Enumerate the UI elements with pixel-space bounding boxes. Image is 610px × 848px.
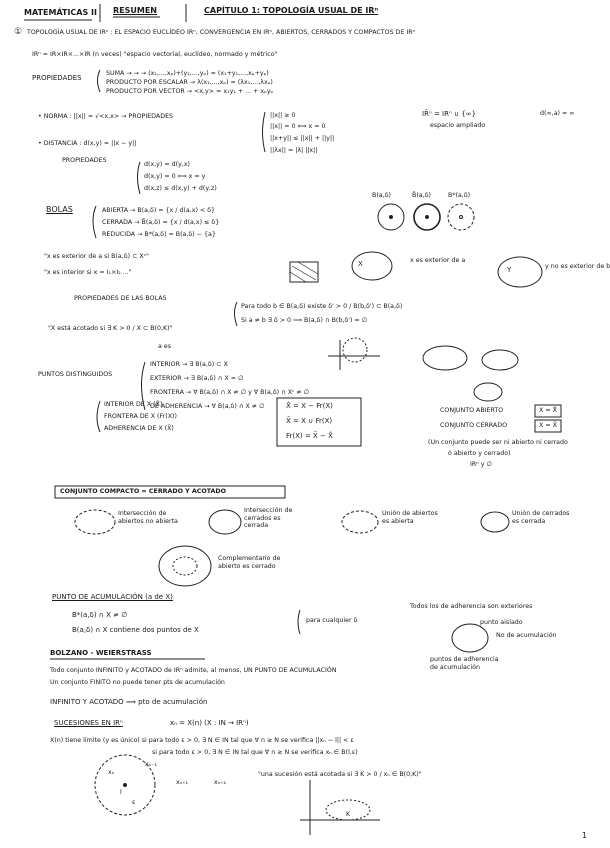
bola-reducida: REDUCIDA → B*(a,δ) = B(a,δ) − {a} <box>102 231 216 238</box>
acumulacion-note-3: No de acumulación <box>496 632 557 639</box>
exterior-def: "x es exterior de a si B(a,δ) ⊂ Xᶜ" <box>44 253 149 260</box>
compacto-c2: Intersección de cerrados es cerrada <box>244 507 293 530</box>
resumen-title: RESUMEN <box>113 6 158 15</box>
acumulacion-note-1: Todos los de adherencia son exteriores <box>410 603 533 610</box>
seq-xn-minus-1: xₙ₋₁ <box>145 761 158 768</box>
compacto-c3: Unión de abiertos es abierta <box>382 510 438 525</box>
bolzano-label: BOLZANO - WEIERSTRASS <box>50 649 152 657</box>
bolzano-line-2: Un conjunto FINITO no puede tener pts de acumulación <box>50 679 225 686</box>
conjunto-note-2: ó abierto y cerrado) <box>448 450 511 457</box>
compacto-c4: Unión de cerrados es cerrada <box>512 510 570 525</box>
punto-adherencia: DE ADHERENCIA → ∀ B(a,δ) ∩ X ≠ ∅ <box>150 403 265 410</box>
propiedades-bolas-label: PROPIEDADES DE LAS BOLAS <box>74 295 167 302</box>
propiedades-bolas-p2: Si a ≠ b ∃ δ > 0 ⟹ B(a,δ) ∩ B(b,δ') = ∅ <box>241 317 368 324</box>
ball-reduced-pic <box>448 204 474 230</box>
intro-number: ① <box>14 27 23 37</box>
sucesiones-label: SUCESIONES EN IRⁿ <box>54 719 123 727</box>
c3-pic <box>342 511 378 533</box>
propiedades-bolas-p1: Para todo b ∈ B(a,δ) existe δ' > 0 / B(b,δ') ⊂ B(a,δ) <box>241 303 403 310</box>
intro-line-2: IRⁿ = IR×IR×...×IR (n veces) "espacio vectorial, euclídeo, normado y métrico" <box>32 51 278 58</box>
extended-distance: d(∞,a) = ∞ <box>540 110 575 117</box>
conjunto-note-1: (Un conjunto puede ser ni abierto ni cerrado <box>428 439 568 446</box>
seq-xn: xₙ <box>108 769 115 776</box>
brace-norma <box>263 112 266 152</box>
brace-acumulacion <box>298 610 300 634</box>
exterior-set-y: Y <box>507 266 512 274</box>
ball-closed-label: B̄(a,δ) <box>412 192 431 199</box>
conjunto-eq-2: X̄ = X ∪ Fr(X) <box>286 417 333 425</box>
prop-producto-escalar: PRODUCTO POR ESCALAR → λ(x₁,...,xₚ) = (λx₁,...,λxₚ) <box>106 79 273 86</box>
compacto-c1: Intersección de abiertos no abierta <box>118 510 178 525</box>
norma-label: • NORMA : ||x|| = √<x,x> → PROPIEDADES <box>38 113 174 120</box>
acumulacion-eq-2: B(a,δ) ∩ X contiene dos puntos de X <box>72 626 199 634</box>
norma-p1: ||x|| ≥ 0 <box>270 112 296 119</box>
punto-exterior: EXTERIOR → ∃ B(a,δ) ∩ X = ∅ <box>150 375 244 382</box>
ball-reduced-label: B*(a,δ) <box>448 192 471 199</box>
distancia-label: • DISTANCIA : d(x,y) = ||x − y|| <box>38 140 137 147</box>
propiedades-label: PROPIEDADES <box>32 74 82 82</box>
distancia-p3: d(x,z) ≤ d(x,y) + d(y,z) <box>144 185 217 192</box>
conjunto-cerrado-eq: X = X̄ <box>539 422 557 429</box>
c4-pic <box>481 512 509 532</box>
conjunto-abierto-label: CONJUNTO ABIERTO <box>440 407 504 414</box>
chapter-title: CAPÍTULO 1: TOPOLOGÍA USUAL DE IRⁿ <box>204 6 379 15</box>
distancia-prop-label: PROPIEDADES <box>62 157 107 164</box>
prop-producto-vector: PRODUCTO POR VECTOR → <x,y> = x₁y₁ + ... + xₚyₚ <box>106 88 274 95</box>
distancia-p2: d(x,y) = 0 ⟺ x = y <box>144 173 206 180</box>
extended-space-note: espacio ampliado <box>430 122 486 129</box>
puntos-label: PUNTOS DISTINGUIDOS <box>38 371 113 378</box>
conjunto-adherencia: ADHERENCIA DE X (X̄) <box>104 425 174 432</box>
bolzano-line-3: INFINITO Y ACOTADO ⟹ pto de acumulación <box>50 698 208 706</box>
sucesiones-limit-2: si para todo ε > 0, ∃ N ∈ IN tal que ∀ n ≥ N se verifica xₙ ∈ B(l,ε) <box>152 749 358 756</box>
norma-p4: ||λx|| = |λ| ||x|| <box>270 147 318 154</box>
seq-limit-l: l <box>120 789 122 796</box>
punto-frontera: FRONTERA → ∀ B(a,δ) ∩ X ≠ ∅ y ∀ B(a,δ) ∩ Xᶜ ≠ ∅ <box>150 389 310 396</box>
acotado-a-es: a es <box>158 343 172 350</box>
bolzano-line-1: Todo conjunto INFINITO y ACOTADO de IRⁿ admite, al menos, UN PUNTO DE ACUMULACIÓN <box>50 667 337 674</box>
bola-cerrada: CERRADA → B̄(a,δ) = {x / d(a,x) ≤ δ} <box>102 219 220 226</box>
brace-bolas <box>93 206 96 238</box>
sucesiones-limit-1: X(n) tiene límite (y es único) si para todo ε > 0, ∃ N ∈ IN tal que ∀ n ≥ N se verifica ||xₙ − l|| < ε <box>50 737 354 744</box>
punto-interior: INTERIOR → ∃ B(a,δ) ⊂ X <box>150 361 228 368</box>
compacto-label: CONJUNTO COMPACTO = CERRADO Y ACOTADO <box>60 488 227 495</box>
brace-distancia <box>138 162 141 194</box>
conjunto-abierto-eq: X = X̊ <box>539 407 557 414</box>
conjunto-frontera: FRONTERA DE X (Fr(X)) <box>104 413 177 420</box>
subject-title: MATEMÁTICAS II <box>24 8 97 17</box>
norma-p3: ||x+y|| ≤ ||x|| + ||y|| <box>270 135 335 142</box>
sucesion-axes <box>300 780 380 835</box>
brace-conjuntos <box>97 401 100 432</box>
conjunto-eq-1: X̊ = X − Fr(X) <box>286 402 333 410</box>
bola-abierta: ABIERTA → B(a,δ) = {x / d(a,x) < δ} <box>102 207 216 214</box>
exterior-set-x: X <box>358 260 363 268</box>
not-exterior-blob <box>498 257 542 287</box>
acum-blob <box>452 624 488 652</box>
sucesiones-def: xₙ = X(n) (X : IN → IRⁿ) <box>170 719 249 727</box>
puntos-blob-2 <box>482 350 518 370</box>
c1-pic <box>75 510 115 534</box>
page-number: 1 <box>582 831 588 840</box>
conjunto-interior: INTERIOR DE X (X̊) <box>104 401 163 408</box>
interior-def: "x es interior si x = I₁×I₂ ..." <box>44 269 132 276</box>
bolas-label: BOLAS <box>46 205 73 214</box>
acumulacion-label: PUNTO DE ACUMULACIÓN (a de X) <box>52 593 173 601</box>
compacto-c5: Complementario de abierto es cerrado <box>218 555 281 570</box>
acotado-def: "X está acotado si ∃ K > 0 / X ⊂ B(0,K)" <box>48 325 173 332</box>
conjunto-cerrado-label: CONJUNTO CERRADO <box>440 422 508 429</box>
norma-p2: ||x|| = 0 ⟺ x = 0 <box>270 123 326 130</box>
seq-bound-k: K <box>346 811 351 818</box>
sucesiones-acotada: "una sucesión está acotada si ∃ K > 0 / xₙ ∈ B(0,K)" <box>258 771 422 778</box>
exterior-note: x es exterior de a <box>410 257 466 264</box>
brace-propiedades <box>98 70 101 92</box>
ball-open-label: B(a,δ) <box>372 192 391 199</box>
seq-xn-plus-2: xₙ₊₂ <box>214 779 227 786</box>
conjunto-note-3: IRⁿ y ∅ <box>470 461 492 468</box>
extended-space: IR̄ⁿ = IRⁿ ∪ {∞} <box>422 110 477 118</box>
c5-pic <box>159 546 211 586</box>
c2-pic <box>209 510 241 534</box>
acumulacion-note-2: punto aislado <box>480 619 523 626</box>
brace-propiedades-bolas <box>235 302 238 326</box>
conjunto-eq-3: Fr(X) = X̄ − X̊ <box>286 432 333 440</box>
axes-acotado <box>328 340 380 370</box>
prop-suma: SUMA → → → (x₁,...,xₚ)+(y₁,...,yₚ) = (x₁+y₁,...,xₚ+yₚ) <box>106 70 269 77</box>
distancia-p1: d(x,y) = d(y,x) <box>144 161 191 168</box>
intro-line-1: TOPOLOGÍA USUAL DE IRⁿ : EL ESPACIO EUCLÍDEO IRⁿ, CONVERGENCIA EN IRⁿ, ABIERTOS, CERRADOS Y COMPACTOS DE IRⁿ <box>27 29 416 36</box>
seq-xn-plus-1: xₙ₊₁ <box>176 779 189 786</box>
acumulacion-para: para cualquier δ <box>306 617 358 624</box>
not-exterior-note: y no es exterior de b <box>545 263 610 270</box>
acumulacion-eq-1: B*(a,δ) ∩ X ≠ ∅ <box>72 611 128 619</box>
puntos-blob-3 <box>474 383 502 401</box>
puntos-blob-1 <box>423 346 467 370</box>
seq-epsilon: ε <box>132 799 136 806</box>
acumulacion-note-4: puntos de adherencia de acumulación <box>430 656 499 671</box>
